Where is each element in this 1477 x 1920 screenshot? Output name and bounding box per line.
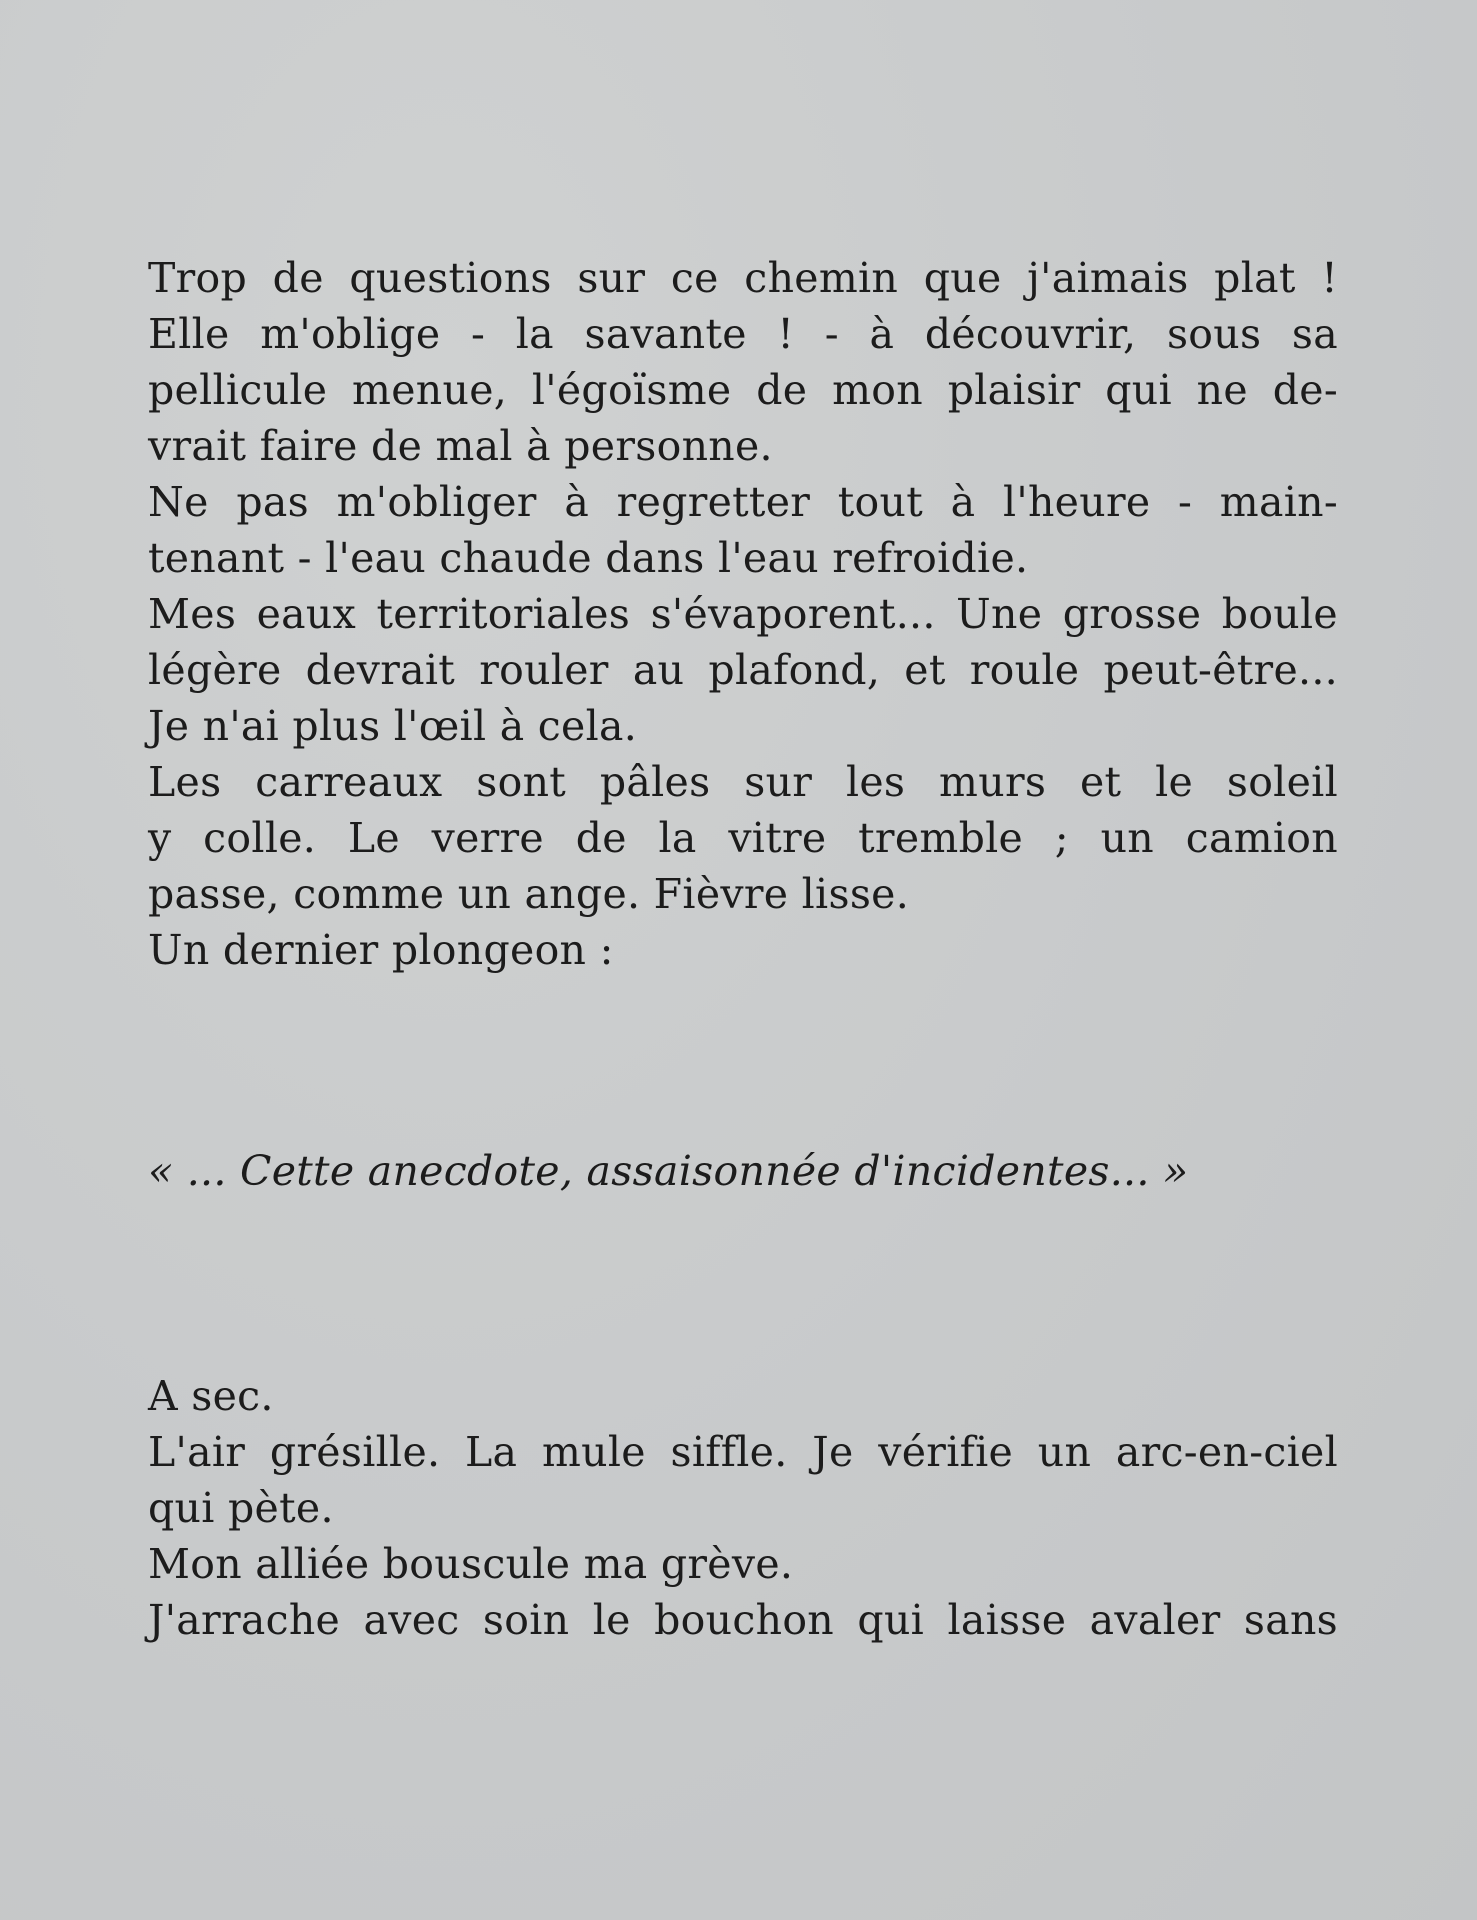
text-line: Un dernier plongeon : (148, 926, 614, 974)
text-line: Mon alliée bouscule ma grève. (148, 1540, 794, 1588)
text-line: A sec. (148, 1372, 274, 1420)
text-line: Elle m'oblige - la savante ! - à découvrir, sous sa (148, 310, 1338, 358)
text-line: vrait faire de mal à personne. (148, 422, 773, 470)
quote-text: « ... Cette anecdote, assaisonnée d'incidentes... » (148, 1147, 1189, 1195)
quote-block (148, 1143, 1338, 1199)
text-line: légère devrait rouler au plafond, et roule peut-être... (148, 646, 1338, 694)
text-line: Mes eaux territoriales s'évaporent... Une grosse boule (148, 590, 1338, 638)
text-line: qui pète. (148, 1484, 334, 1532)
paragraph-secondary (148, 1368, 1338, 1648)
text-line: Ne pas m'obliger à regretter tout à l'heure - main- (148, 478, 1338, 526)
text-line: passe, comme un ange. Fièvre lisse. (148, 870, 910, 918)
text-line: L'air grésille. La mule siffle. Je vérifie un arc-en-ciel (148, 1428, 1338, 1476)
text-line: pellicule menue, l'égoïsme de mon plaisir qui ne de- (148, 366, 1338, 414)
text-line: Je n'ai plus l'œil à cela. (148, 702, 638, 750)
text-line: tenant - l'eau chaude dans l'eau refroidie. (148, 534, 1029, 582)
text-line: Les carreaux sont pâles sur les murs et le soleil (148, 758, 1338, 806)
text-line: J'arrache avec soin le bouchon qui laisse avaler sans (148, 1596, 1338, 1644)
paragraph-main (148, 250, 1338, 978)
text-line: y colle. Le verre de la vitre tremble ; un camion (148, 814, 1338, 862)
text-line: Trop de questions sur ce chemin que j'aimais plat ! (148, 254, 1338, 302)
